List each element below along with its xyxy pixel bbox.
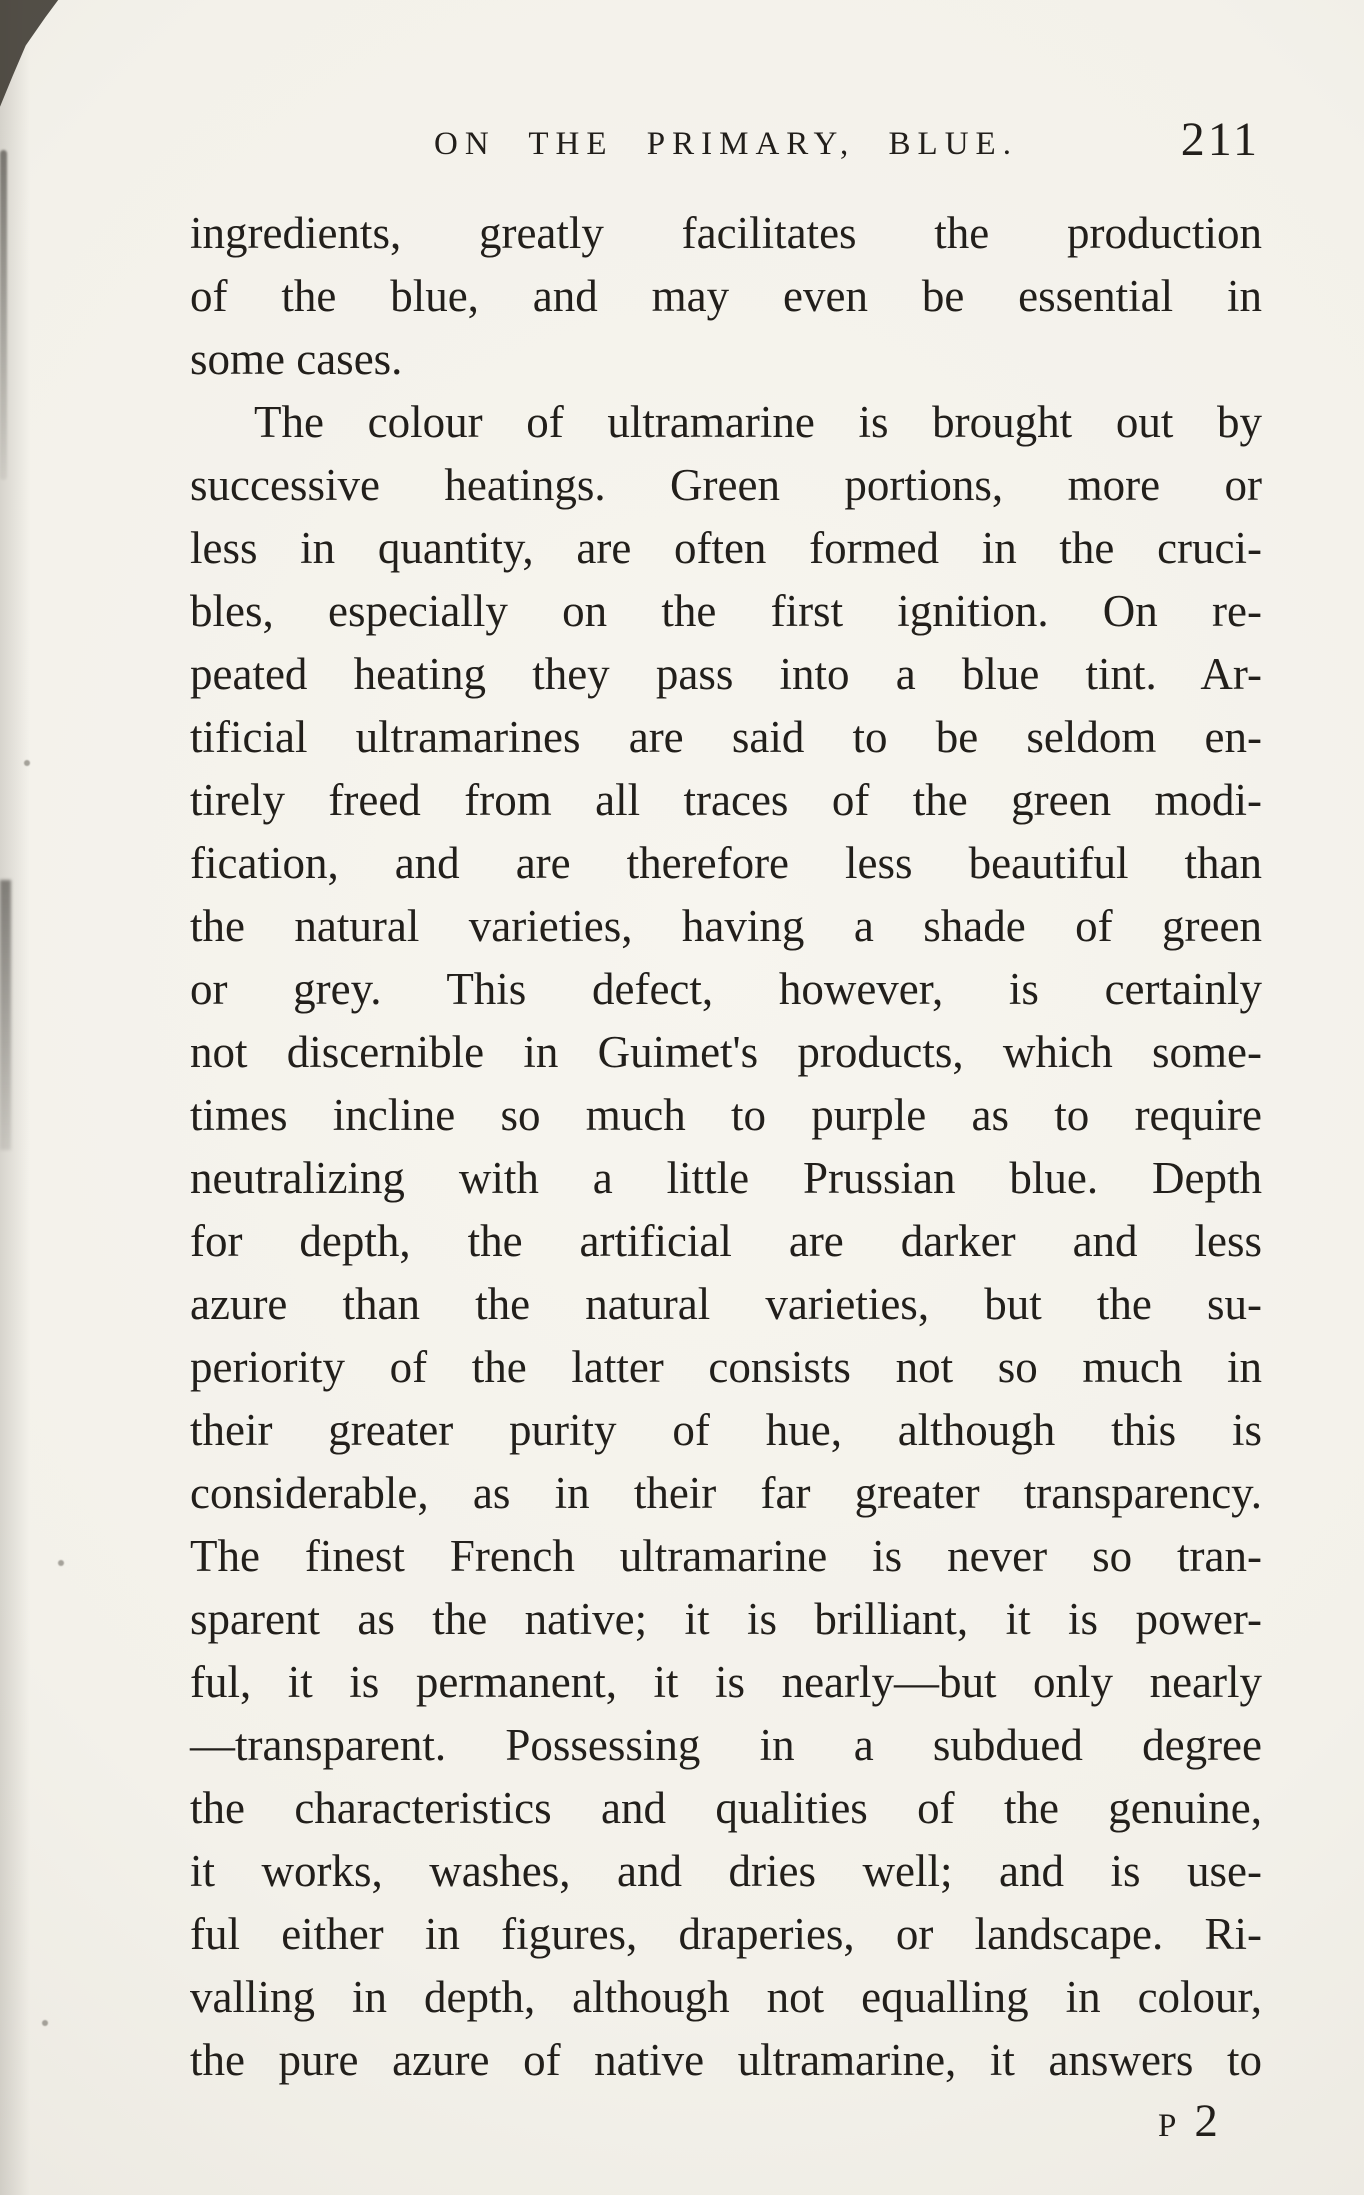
text-line: times incline so much to purple as to require [190,1090,1262,1140]
text-line: peated heating they pass into a blue tint. Ar- [190,649,1262,699]
text-line: for depth, the artificial are darker and less [190,1216,1262,1266]
scan-streak [0,880,11,1150]
text-line: The colour of ultramarine is brought out by [254,397,1262,447]
scan-streak [0,150,7,480]
text-line: less in quantity, are often formed in the cruci- [190,523,1262,573]
text-line: tirely freed from all traces of the green modi- [190,775,1262,825]
ink-blot [0,0,70,112]
text-line: not discernible in Guimet's products, which some- [190,1027,1262,1077]
text-line: considerable, as in their far greater transparency. [190,1468,1262,1518]
text-line: the characteristics and qualities of the genuine, [190,1783,1262,1833]
signature-mark [1158,2094,1218,2148]
text-line: their greater purity of hue, although this is [190,1405,1262,1455]
text-line: neutralizing with a little Prussian blue. Depth [190,1153,1262,1203]
text-line: tificial ultramarines are said to be seldom en- [190,712,1262,762]
text-line: sparent as the native; it is brilliant, it is power- [190,1594,1262,1644]
text-line: bles, especially on the first ignition. On re- [190,586,1262,636]
text-line: ful either in figures, draperies, or landscape. Ri- [190,1909,1262,1959]
text-line: some cases. [190,334,403,384]
text-line: azure than the natural varieties, but the su- [190,1279,1262,1329]
scan-speck [58,1560,64,1566]
page-number: 211 [1180,113,1260,166]
text-line: the pure azure of native ultramarine, it answers to [190,2035,1262,2085]
text-line: —transparent. Possessing in a subdued degree [190,1720,1262,1770]
text-line: ful, it is permanent, it is nearly—but only nearly [190,1657,1262,1707]
running-title: ON THE PRIMARY, BLUE. [434,126,1018,162]
scan-speck [42,2020,48,2026]
body-text [190,202,1262,2092]
text-line: successive heatings. Green portions, more or [190,460,1262,510]
text-line: valling in depth, although not equalling in colour, [190,1972,1262,2022]
text-line: or grey. This defect, however, is certainly [190,964,1262,1014]
signature-letter: P [1158,2108,1179,2144]
text-line: ingredients, greatly facilitates the production [190,208,1262,258]
text-line: the natural varieties, having a shade of green [190,901,1262,951]
text-line: of the blue, and may even be essential in [190,271,1262,321]
text-line: periority of the latter consists not so much in [190,1342,1262,1392]
scan-edge-shadow [0,0,30,2195]
text-line: The finest French ultramarine is never so tran- [190,1531,1262,1581]
page-header [190,112,1262,182]
text-line: fication, and are therefore less beautiful than [190,838,1262,888]
text-line: it works, washes, and dries well; and is use- [190,1846,1262,1896]
scan-speck [24,760,30,766]
signature-number: 2 [1194,2095,1218,2147]
